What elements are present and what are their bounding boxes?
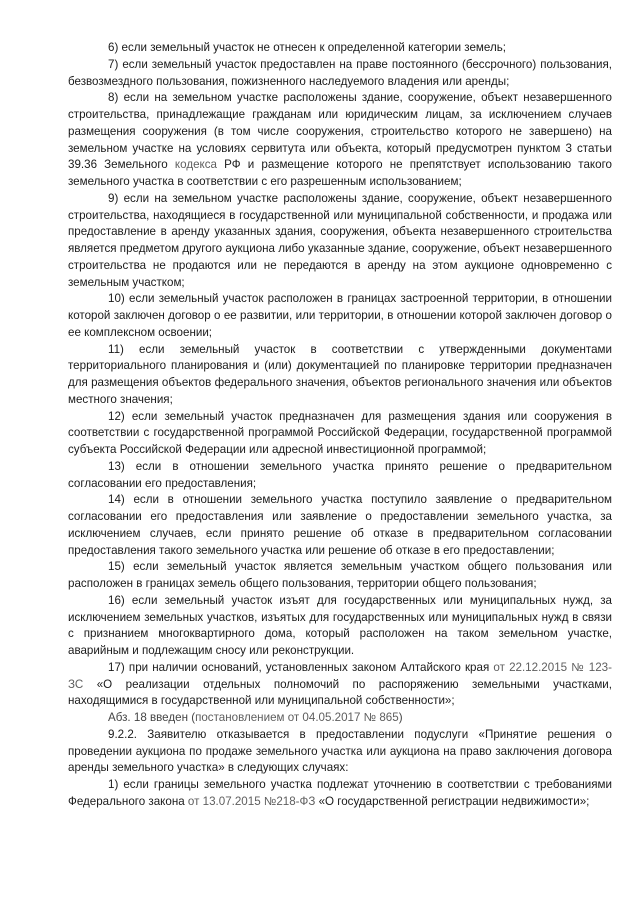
paragraph-13: 13) если в отношении земельного участка принято решение о предварительном согласовании его предоставления;	[68, 459, 612, 490]
paragraph-9: 9) если на земельном участке расположены здание, сооружение, объект незавершенного строительства, находящиеся в государственной или муниципальной собственности, и продажа или предоставление в аренду указанных здания, сооружения, объекта незавершенного строительства является предметом другого аукциона либо указанные здание, сооружение, объект незавершенного строительства не продаются или не передаются в аренду на этом аукционе одновременно с земельным участком;	[68, 191, 612, 289]
paragraph-17	[68, 660, 612, 710]
amendment-note-text-b: )	[398, 711, 403, 724]
paragraph-11: 11) если земельный участок в соответствии с утвержденными документами территориального планирования и (или) документацией по планировке территории предназначен для размещения объектов федерального значения, объектов регионального значения или объектов местного значения;	[68, 342, 612, 406]
law-reference-link[interactable]: от 22.12.2015 № 123-ЗС	[68, 660, 612, 691]
paragraph-14: 14) если в отношении земельного участка поступило заявление о предварительном согласовании его предоставления или заявление о предоставлении земельного участка, за исключением случаев, если принято решение об отказе в предварительном согласовании предоставления такого земельного участка или решение об отказе в его предоставлении;	[68, 493, 612, 557]
amendment-note-text-a: Абз. 18 введен (	[108, 711, 196, 724]
resolution-reference-link[interactable]: постановлением от 04.05.2017 № 865	[195, 711, 399, 724]
amendment-note	[68, 710, 612, 727]
paragraph-17-text-b: «О реализации отдельных полномочий по распоряжению земельными участками, находящимися в государственной или муниципальной собственности»;	[68, 677, 612, 708]
paragraph-1	[68, 777, 612, 811]
paragraph-1-text-b: «О государственной регистрации недвижимости»;	[315, 794, 590, 808]
paragraph-17-text-a: 17) при наличии оснований, установленных законом Алтайского края	[108, 660, 494, 674]
paragraph-10: 10) если земельный участок расположен в границах застроенной территории, в отношении которой заключен договор о ее развитии, или территории, в отношении которой заключен договор о ее комплексном освоении;	[68, 292, 612, 339]
paragraph-7: 7) если земельный участок предоставлен на праве постоянного (бессрочного) пользования, безвозмездного пользования, пожизненного наследуемого владения или аренды;	[68, 57, 612, 88]
paragraph-8	[68, 90, 612, 191]
document-page	[68, 40, 612, 811]
paragraph-1-text-a: 1) если границы земельного участка подлежат уточнению в соответствии с требованиями Федерального закона	[68, 778, 612, 808]
section-9-2-2: 9.2.2. Заявителю отказывается в предоставлении подуслуги «Принятие решения о проведении аукциона по продаже земельного участка или аукциона на право заключения договора аренды земельного участка» в следующих случаях:	[68, 727, 612, 775]
paragraph-8-text-a: 8) если на земельном участке расположены здание, сооружение, объект незавершенного строительства, принадлежащие гражданам или юридическим лицам, за исключением случаев размещения сооружения (в том числе сооружения, строительство которого не завершено) на земельном участке на условиях сервитута или объекта, который предусмотрен пунктом 3 статьи 39.36 Земельного	[68, 91, 612, 172]
paragraph-12: 12) если земельный участок предназначен для размещения здания или сооружения в соответствии с государственной программой Российской Федерации, государственной программой субъекта Российской Федерации или адресной инвестиционной программой;	[68, 409, 612, 456]
paragraph-8-text-b: РФ и размещение которого не препятствует использованию такого земельного участка в соответствии с его разрешенным использованием;	[68, 158, 612, 188]
paragraph-16: 16) если земельный участок изъят для государственных или муниципальных нужд, за исключением земельных участков, изъятых для государственных или муниципальных нужд в связи с признанием многоквартирного дома, который расположен на таком земельном участке, аварийным и подлежащим сносу или реконструкции.	[68, 593, 612, 657]
federal-law-reference-link[interactable]: от 13.07.2015 №218-ФЗ	[187, 794, 316, 808]
code-reference-link[interactable]: кодекса	[174, 158, 217, 172]
paragraph-6: 6) если земельный участок не отнесен к определенной категории земель;	[108, 41, 506, 54]
paragraph-15: 15) если земельный участок является земельным участком общего пользования или расположен в границах земель общего пользования, территории общего пользования;	[68, 560, 612, 590]
